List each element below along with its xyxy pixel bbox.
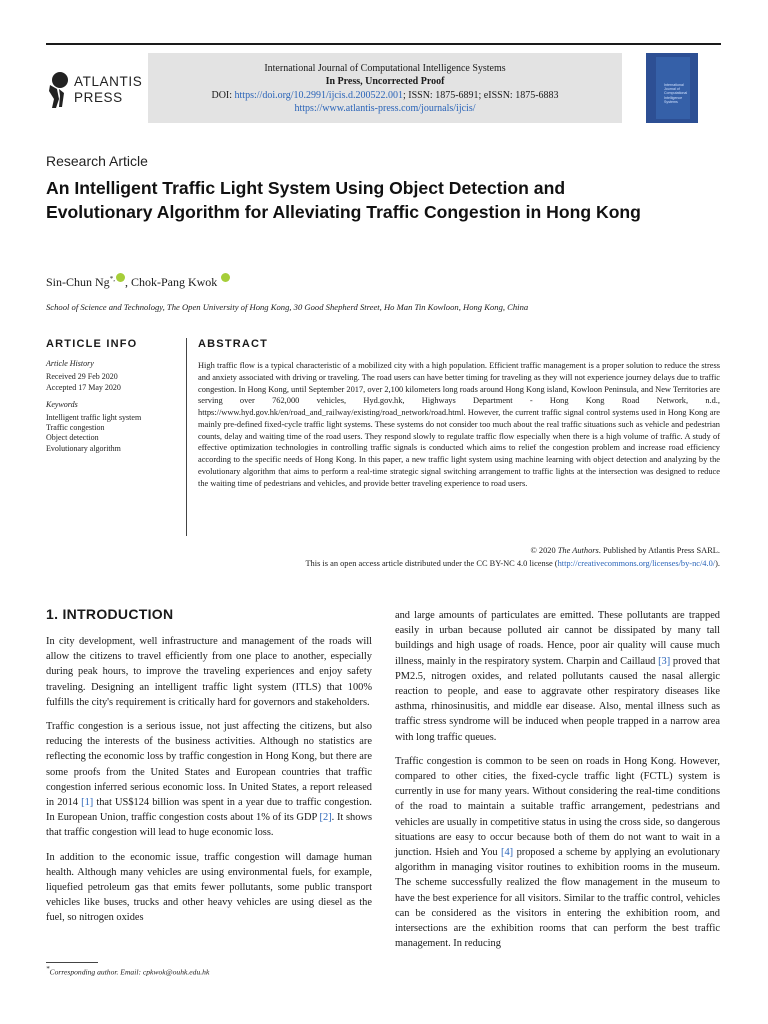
paragraph [395, 608, 720, 745]
footnote-rule [46, 962, 98, 963]
issn-text: ; ISSN: 1875-6891; eISSN: 1875-6883 [402, 89, 559, 101]
citation-link[interactable]: [2] [319, 812, 332, 824]
paragraph: In addition to the economic issue, traffic congestion will damage human health. Although many vehicles are using environmental fuels, for example, liquefied petroleum gas that emits fewer pollutants, some public transport vehicles like buses, trucks and other heavy vehicles are using diesel as the fuel, so nitrogen oxides [46, 851, 372, 924]
right-column [395, 608, 720, 960]
received-date: Received 29 Feb 2020 [46, 372, 118, 382]
accepted-date: Accepted 17 May 2020 [46, 382, 121, 392]
doi-link[interactable]: https://doi.org/10.2991/ijcis.d.200522.001 [234, 89, 403, 101]
copyright-notice [305, 545, 720, 570]
journal-header [148, 53, 622, 123]
logo-line-1: ATLANTIS [74, 74, 143, 89]
license-suffix: ). [715, 558, 720, 568]
logo-text [74, 74, 142, 106]
doi-prefix: DOI: [211, 89, 235, 101]
journal-url-link[interactable]: https://www.atlantis-press.com/journals/ijcis/ [294, 102, 476, 114]
text-run: Traffic congestion is common to be seen on roads in Hong Kong. However, compared to other cities, the fixed-cycle traffic light (FCTL) system is currently in use for many years. Without considering the real-time conditions of the road to maintain a suitable traffic arrangement, pedestrians and vehicles are usually in competitive status in using the cross side, so dangerous situations are easy to occur because both of them do not want to wait in a junction. Hsieh and You [395, 755, 720, 859]
info-divider [186, 338, 187, 536]
atlantis-press-logo [46, 71, 146, 111]
cover-line: Journal of [664, 87, 680, 92]
citation-link[interactable]: [3] [658, 655, 671, 667]
keyword-item: Intelligent traffic light system [46, 413, 142, 423]
article-info [46, 339, 176, 454]
article-title: An Intelligent Traffic Light System Using Object Detection and Evolutionary Algorithm for Alleviating Traffic Congestion in Hong Kong [46, 178, 641, 222]
license-link[interactable]: http://creativecommons.org/licenses/by-nc/4.0/ [557, 558, 716, 568]
logo-line-2: PRESS [74, 90, 123, 105]
top-rule [46, 43, 721, 45]
citation-link[interactable]: [1] [81, 797, 94, 809]
introduction-heading: 1. INTRODUCTION [46, 606, 174, 622]
paragraph [46, 719, 372, 841]
keywords-label: Keywords [46, 399, 78, 409]
cover-line: Systems [664, 99, 678, 104]
copyright-authors: The Authors [557, 546, 599, 555]
keyword-item: Evolutionary algorithm [46, 443, 121, 453]
author-1: Sin-Chun Ng [46, 275, 110, 289]
cover-line: International [664, 83, 684, 87]
paragraph: In city development, well infrastructure and management of the roads will allow the citizens to travel efficiently from one place to another, especially during peak hours, to improve the traveling experiences and enjoy safety traveling. Designing an intelligent traffic light system (ITLS) that 100% fulfills the city's requirement is critically hard for governors and stakeholders. [46, 636, 372, 708]
keyword-item: Object detection [46, 433, 99, 443]
abstract-text: High traffic flow is a typical characteristic of a mobilized city with a high population. Efficient traffic management is a proper solution to reduce the stress and anxiety associated with driving or traveling. The road users can have better timing for traveling as they will not experience journey delays due to traffic congestion. In Hong Kong, until September 2017, over 2,100 kilometers long roads around Hong Kong island, Kowloon Peninsula, and New Territories are serving over 762,000 vehicles, Hyd.gov.hk, Highways Department - Hong Kong Road Network, n.d., https://www.hyd.gov.hk/en/road_and_railway/existing/road_network/road.html. However, the current traffic signal control systems used in Hong Kong are mainly pre-defined fixed-cycle traffic light systems. These systems do not consider too much about the real traffic situations such as vehicle and pedestrian counts, delay and waiting time of the road users. They respond slowly to regulate traffic flow especially when there is a high volume of traffic. A study of effective optimization technologies in controlling traffic signals is conducted which aims to relief the congestion problem and increase road efficiency according to the specific needs of Hong Kong. In this paper, a new traffic light system using machine learning with object detection and analyzing by the evolutionary algorithm that aims to perform a real-time strategic signal switching arrangement to traffic lights at the intersection was designed to reduce the waiting time of pedestrians and vehicles, and provide better traveling experience to road users. [198, 361, 720, 488]
author-1-marks: *, [109, 275, 115, 283]
citation-link[interactable]: [4] [501, 847, 514, 859]
history-label: Article History [46, 359, 94, 369]
orcid-icon[interactable] [221, 273, 230, 282]
abstract-heading: ABSTRACT [198, 338, 269, 350]
journal-cover-thumbnail [646, 53, 698, 123]
doi-line [148, 89, 622, 102]
cover-text [664, 83, 687, 104]
atlas-figure-icon [46, 71, 68, 109]
footnote-mark: * [46, 965, 50, 973]
text-run: . It shows that traffic congestion will lead to huge economic loss. [46, 812, 372, 839]
footnote-text: Corresponding author. Email: cpkwok@ouhk.edu.hk [49, 967, 210, 977]
text-run: proved that PM2.5, nitrogen oxides, and related pollutants caused the nasal allergic reaction to people, and ease to aggravate other respiratory diseases like asthma, rhinosinusitis, and middle ear disease. Also, mental illness such as traffic stress syndrome will be induced when people trapped in a narrow area with long traffic queues. [395, 655, 720, 743]
text-run: and large amounts of particulates are emitted. These pollutants are trapped easily in urban because polluted air cannot be dissipated by many tall buildings and high usage of roads. Hence, poor air quality will cause much illness, mainly in the respiratory system. Charpin and Caillaud [395, 610, 720, 667]
affiliation: School of Science and Technology, The Open University of Hong Kong, 30 Good Shepherd Street, Ho Man Tin Kowloon, Hong Kong, China [46, 302, 529, 312]
license-prefix: This is an open access article distributed under the CC BY-NC 4.0 license ( [305, 558, 558, 568]
text-run: that US$124 billion was spent in a year due to traffic congestion. In European Union, traffic congestion costs about 1% of its GDP [46, 797, 372, 824]
cover-line: Intelligence [664, 95, 683, 100]
cover-line: Computational [664, 91, 688, 96]
text-run: Traffic congestion is a serious issue, not just affecting the citizens, but also reducing the interests of the business activities. Although no statistics are reflecting the economic loss by traffic congestion in Hong Kong, but there are some proofs from the United States and European countries that traffic congestion inferred serious economic loss. In United States, a report released in 2014 [46, 721, 372, 809]
author-line [46, 273, 230, 290]
left-column [46, 634, 372, 935]
journal-name: International Journal of Computational Intelligence Systems [264, 63, 506, 74]
article-type: Research Article [46, 153, 148, 169]
text-run: proposed a scheme by applying an evolutionary algorithm in managing visitor routines to exhibition rooms in the museum. The scheme successfully realized the flow management in the museum to have the best experience for all visitors. Similar to the traffic control, vehicles can be considered as the visitors in entering the exhibition room, and intersections are the exhibition rooms that can perform the best traffic management. In reducing [395, 847, 720, 950]
article-info-heading: ARTICLE INFO [46, 338, 138, 350]
author-2: , Chok-Pang Kwok [124, 275, 218, 289]
copyright-suffix: . Published by Atlantis Press SARL. [598, 546, 720, 555]
paragraph [395, 754, 720, 952]
footnote [46, 965, 209, 977]
copyright-prefix: © 2020 [530, 546, 558, 555]
orcid-icon[interactable] [116, 273, 125, 282]
keyword-item: Traffic congestion [46, 423, 105, 433]
press-status: In Press, Uncorrected Proof [325, 76, 445, 88]
